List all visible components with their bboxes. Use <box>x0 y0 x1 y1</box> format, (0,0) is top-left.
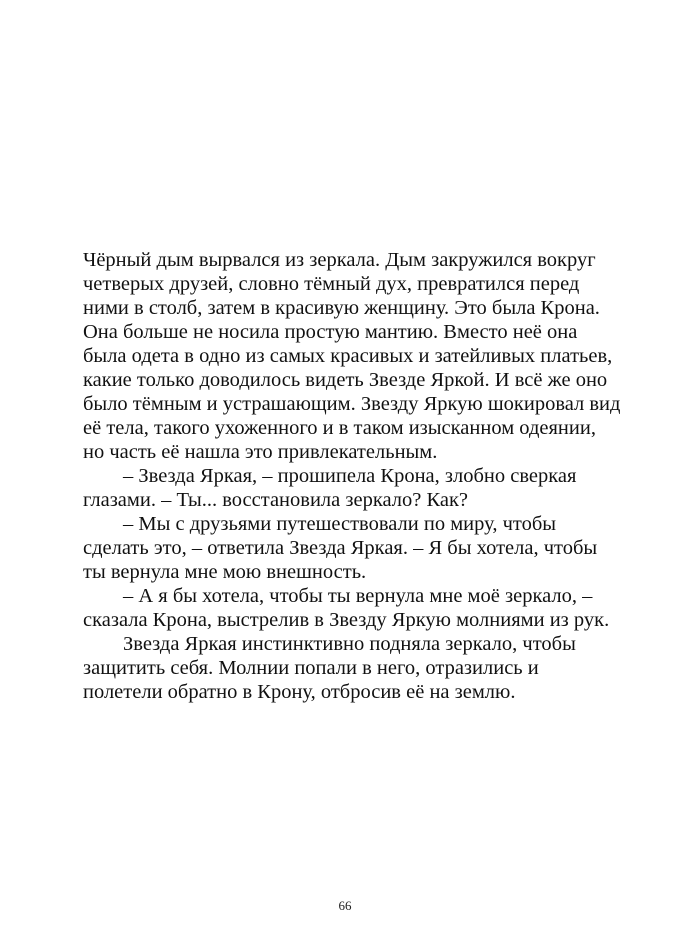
dialogue-line: – А я бы хотела, чтобы ты вернула мне моё зеркало, – <box>123 585 593 607</box>
text-line: но часть её нашла это привлекательным. <box>83 441 438 463</box>
page-number: 66 <box>338 898 352 913</box>
text-line: Чёрный дым вырвался из зеркала. Дым закружился вокруг <box>83 249 596 271</box>
text-line: ты вернула мне мою внешность. <box>83 561 367 583</box>
text-line: защитить себя. Молнии попали в него, отразились и <box>83 657 539 679</box>
text-line: было тёмным и устрашающим. Звезду Яркую шокировал вид <box>83 393 621 415</box>
text-line: глазами. – Ты... восстановила зеркало? Как? <box>83 489 469 511</box>
text-line: сделать это, – ответила Звезда Яркая. – Я бы хотела, чтобы <box>83 537 598 559</box>
dialogue-line: – Звезда Яркая, – прошипела Крона, злобно сверкая <box>123 465 577 487</box>
dialogue-line: – Мы с друзьями путешествовали по миру, чтобы <box>123 513 557 535</box>
body-text <box>83 248 621 704</box>
text-line: полетели обратно в Крону, отбросив её на землю. <box>83 681 516 703</box>
text-line: какие только доводилось видеть Звезде Яркой. И всё же оно <box>83 369 608 391</box>
text-line: Она больше не носила простую мантию. Вместо неё она <box>83 321 578 343</box>
text-line: была одета в одно из самых красивых и затейливых платьев, <box>83 345 613 367</box>
text-line: ними в столб, затем в красивую женщину. Это была Крона. <box>83 297 600 319</box>
text-line: сказала Крона, выстрелив в Звезду Яркую молниями из рук. <box>83 609 610 631</box>
text-line: её тела, такого ухоженного и в таком изысканном одеянии, <box>83 417 596 439</box>
text-line: четверых друзей, словно тёмный дух, превратился перед <box>83 273 580 295</box>
paragraph-start-line: Звезда Яркая инстинктивно подняла зеркало, чтобы <box>123 633 576 655</box>
